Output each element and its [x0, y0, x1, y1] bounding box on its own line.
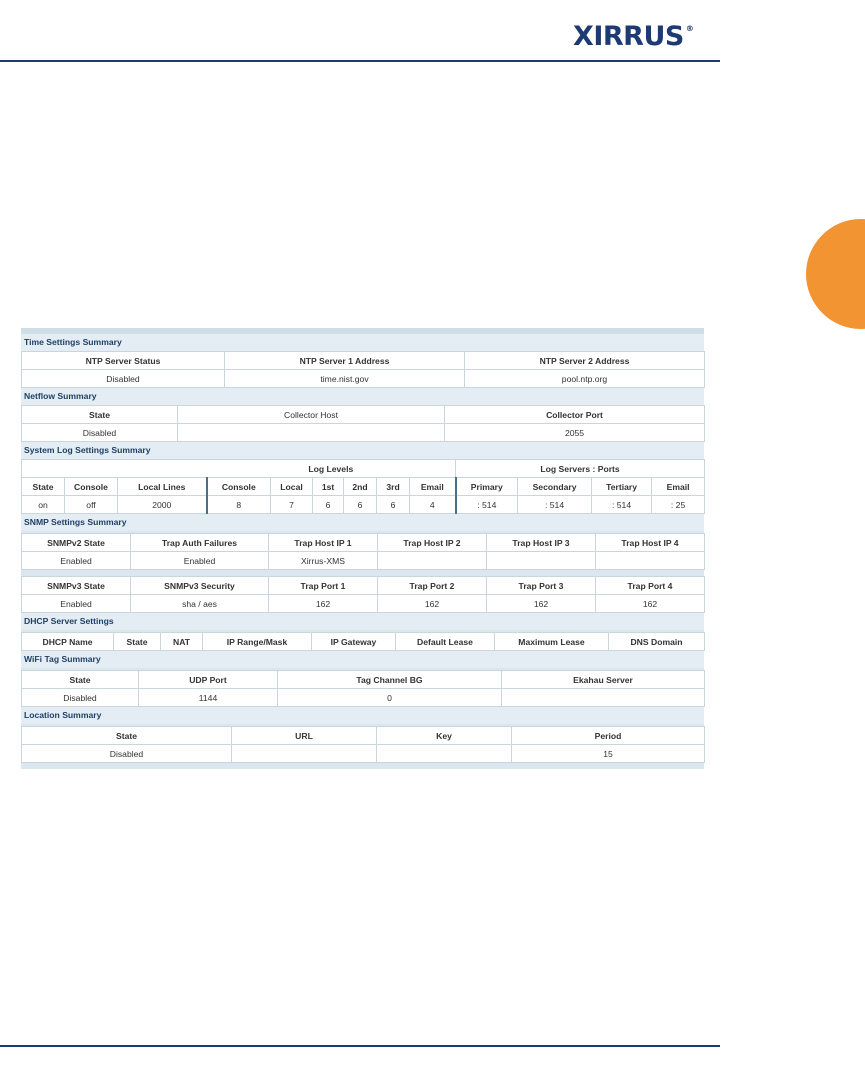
- column-header: NAT: [161, 633, 203, 651]
- column-header: Trap Port 3: [487, 577, 596, 595]
- level-2nd-value: 6: [344, 496, 377, 514]
- logo-text: XIRRUS: [573, 20, 684, 52]
- table-row: [22, 595, 705, 613]
- column-header: SNMPv2 State: [22, 534, 131, 552]
- panel-bottom-band: [21, 763, 704, 769]
- netflow-table: [21, 405, 705, 442]
- table-header-row: [22, 534, 705, 552]
- netflow-title: Netflow Summary: [21, 388, 704, 405]
- syslog-state-value: on: [22, 496, 65, 514]
- trap-host-ip3-value: [487, 552, 596, 570]
- column-header: Trap Port 2: [378, 577, 487, 595]
- column-header: Collector Port: [445, 406, 705, 424]
- syslog-table: [21, 459, 705, 514]
- column-header: Trap Host IP 3: [487, 534, 596, 552]
- level-1st-value: 6: [313, 496, 344, 514]
- registered-mark-icon: ®: [685, 24, 694, 33]
- column-header: Email: [410, 478, 456, 496]
- table-row: [22, 496, 705, 514]
- column-header: Trap Port 1: [269, 577, 378, 595]
- column-header: State: [22, 727, 232, 745]
- column-header: NTP Server 2 Address: [465, 352, 705, 370]
- time-settings-table: [21, 351, 705, 388]
- syslog-local-lines-value: 2000: [118, 496, 207, 514]
- column-header: Key: [377, 727, 512, 745]
- location-period-value: 15: [512, 745, 705, 763]
- footer-divider: [0, 1045, 720, 1047]
- header-divider: [0, 60, 720, 62]
- table-row: [22, 370, 705, 388]
- column-header: State: [114, 633, 161, 651]
- location-url-value: [232, 745, 377, 763]
- snmpv2-state-value: Enabled: [22, 552, 131, 570]
- column-header: Console: [207, 478, 271, 496]
- column-header: Local: [271, 478, 313, 496]
- table-row: [22, 689, 705, 707]
- column-header: Trap Host IP 1: [269, 534, 378, 552]
- column-header: Tertiary: [592, 478, 652, 496]
- trap-port2-value: 162: [378, 595, 487, 613]
- table-header-row: [22, 478, 705, 496]
- table-header-row: [22, 352, 705, 370]
- column-header: State: [22, 478, 65, 496]
- column-header: Secondary: [518, 478, 592, 496]
- column-header: NTP Server 1 Address: [225, 352, 465, 370]
- snmpv3-security-value: sha / aes: [131, 595, 269, 613]
- trap-host-ip2-value: [378, 552, 487, 570]
- trap-auth-failures-value: Enabled: [131, 552, 269, 570]
- server-primary-value: : 514: [456, 496, 518, 514]
- table-header-row: [22, 727, 705, 745]
- netflow-state-value: Disabled: [22, 424, 178, 442]
- column-header: Trap Port 4: [596, 577, 705, 595]
- column-header: Trap Host IP 2: [378, 534, 487, 552]
- column-header: SNMPv3 State: [22, 577, 131, 595]
- column-header: 2nd: [344, 478, 377, 496]
- server-tertiary-value: : 514: [592, 496, 652, 514]
- column-header: Ekahau Server: [502, 671, 705, 689]
- location-title: Location Summary: [21, 707, 704, 724]
- table-row: [22, 552, 705, 570]
- column-header: IP Range/Mask: [203, 633, 312, 651]
- column-header: State: [22, 406, 178, 424]
- table-header-row: [22, 633, 705, 651]
- snmp-v2-table: [21, 533, 705, 570]
- column-header: State: [22, 671, 139, 689]
- blank-cell: [22, 460, 207, 478]
- udp-port-value: 1144: [139, 689, 278, 707]
- wifi-tag-state-value: Disabled: [22, 689, 139, 707]
- ntp-server1-value: time.nist.gov: [225, 370, 465, 388]
- tag-channel-bg-value: 0: [278, 689, 502, 707]
- snmp-title: SNMP Settings Summary: [21, 514, 704, 531]
- column-header: Collector Host: [178, 406, 445, 424]
- column-header: DNS Domain: [609, 633, 705, 651]
- column-header: 1st: [313, 478, 344, 496]
- syslog-title: System Log Settings Summary: [21, 442, 704, 459]
- log-servers-group-header: Log Servers : Ports: [456, 460, 705, 478]
- dhcp-table: [21, 632, 705, 651]
- column-header: Period: [512, 727, 705, 745]
- snmp-v3-table: [21, 576, 705, 613]
- collector-host-value: [178, 424, 445, 442]
- level-email-value: 4: [410, 496, 456, 514]
- column-header: Primary: [456, 478, 518, 496]
- location-state-value: Disabled: [22, 745, 232, 763]
- column-header: DHCP Name: [22, 633, 114, 651]
- trap-host-ip4-value: [596, 552, 705, 570]
- ntp-status-value: Disabled: [22, 370, 225, 388]
- table-header-row: [22, 406, 705, 424]
- column-header: Local Lines: [118, 478, 207, 496]
- wifi-tag-title: WiFi Tag Summary: [21, 651, 704, 668]
- location-key-value: [377, 745, 512, 763]
- settings-summary-panel: [21, 328, 704, 761]
- column-header: Console: [65, 478, 118, 496]
- column-header: Email: [652, 478, 705, 496]
- server-secondary-value: : 514: [518, 496, 592, 514]
- chapter-tab-marker: [806, 219, 865, 329]
- column-header: Trap Host IP 4: [596, 534, 705, 552]
- trap-port1-value: 162: [269, 595, 378, 613]
- syslog-console-value: off: [65, 496, 118, 514]
- column-header: Default Lease: [396, 633, 495, 651]
- column-header: URL: [232, 727, 377, 745]
- level-3rd-value: 6: [377, 496, 410, 514]
- column-header: IP Gateway: [312, 633, 396, 651]
- trap-port4-value: 162: [596, 595, 705, 613]
- log-levels-group-header: Log Levels: [207, 460, 456, 478]
- column-header: Trap Auth Failures: [131, 534, 269, 552]
- dhcp-title: DHCP Server Settings: [21, 613, 704, 630]
- level-local-value: 7: [271, 496, 313, 514]
- trap-port3-value: 162: [487, 595, 596, 613]
- ekahau-server-value: [502, 689, 705, 707]
- column-header: SNMPv3 Security: [131, 577, 269, 595]
- column-header: Tag Channel BG: [278, 671, 502, 689]
- column-header: NTP Server Status: [22, 352, 225, 370]
- trap-host-ip1-value: Xirrus-XMS: [269, 552, 378, 570]
- syslog-group-row: [22, 460, 705, 478]
- xirrus-logo: [573, 22, 693, 50]
- level-console-value: 8: [207, 496, 271, 514]
- time-settings-title: Time Settings Summary: [21, 334, 704, 351]
- ntp-server2-value: pool.ntp.org: [465, 370, 705, 388]
- column-header: UDP Port: [139, 671, 278, 689]
- column-header: 3rd: [377, 478, 410, 496]
- location-table: [21, 726, 705, 763]
- collector-port-value: 2055: [445, 424, 705, 442]
- wifi-tag-table: [21, 670, 705, 707]
- table-header-row: [22, 671, 705, 689]
- table-row: [22, 424, 705, 442]
- snmpv3-state-value: Enabled: [22, 595, 131, 613]
- table-row: [22, 745, 705, 763]
- table-header-row: [22, 577, 705, 595]
- server-email-value: : 25: [652, 496, 705, 514]
- column-header: Maximum Lease: [495, 633, 609, 651]
